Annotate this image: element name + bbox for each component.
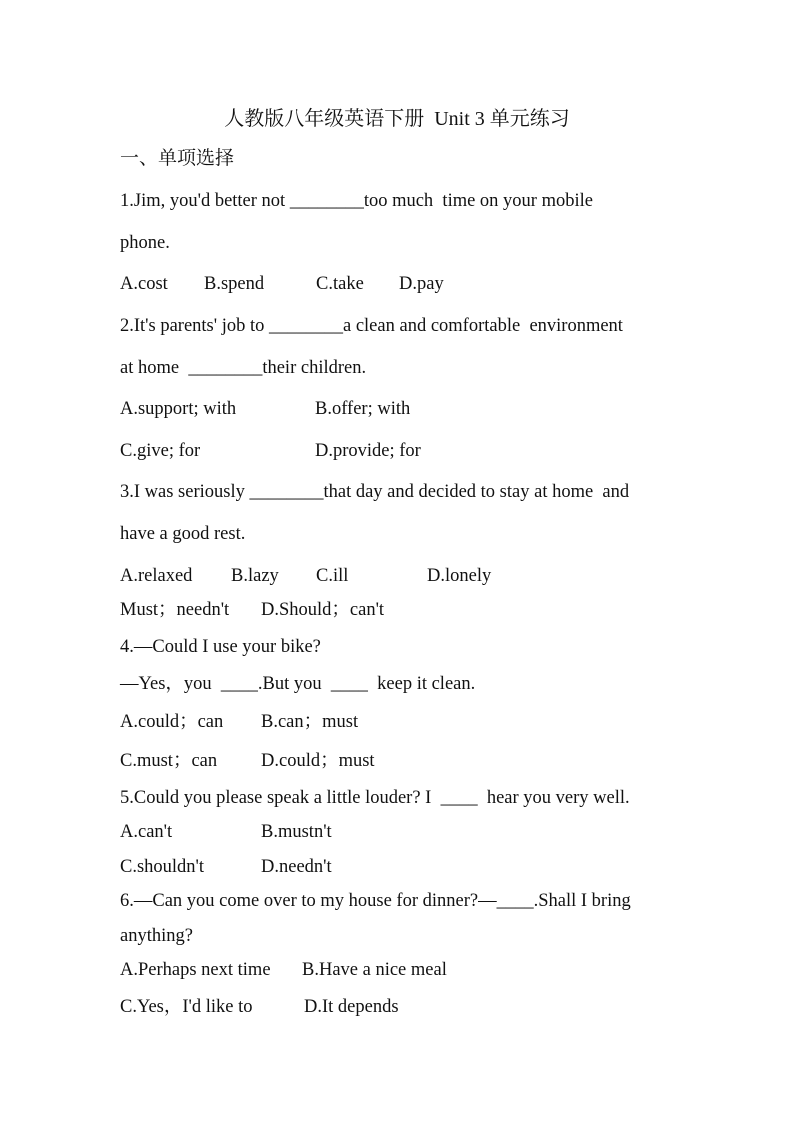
question-2-options-row1 <box>120 398 720 420</box>
option-a: A.cost <box>120 274 168 294</box>
option-d: D.needn't <box>261 857 332 877</box>
option-c: C.give; for <box>120 441 201 461</box>
option-a: A.could；can <box>120 712 224 732</box>
option-c: C.take <box>316 274 364 294</box>
stray-option: Must；needn't <box>120 600 230 620</box>
question-1-text-cont: phone. <box>120 233 170 253</box>
question-1-options <box>120 273 720 295</box>
question-4-text-cont: —Yes，you ____.But you ____ keep it clean. <box>120 674 476 694</box>
option-d: D.could；must <box>261 751 375 771</box>
question-4-options-row1 <box>120 711 720 733</box>
question-5-text: 5.Could you please speak a little louder? I ____ hear you very well. <box>120 788 630 808</box>
option-b: B.mustn't <box>261 822 332 842</box>
option-a: A.can't <box>120 822 173 842</box>
question-3-text-cont: have a good rest. <box>120 524 246 544</box>
option-d: D.provide; for <box>315 441 421 461</box>
question-2-text: 2.It's parents' job to ________a clean and comfortable environment <box>120 316 623 336</box>
question-6-text-cont: anything? <box>120 926 193 946</box>
question-3-options <box>120 565 720 587</box>
option-d: D.pay <box>399 274 444 294</box>
option-c: C.ill <box>316 566 349 586</box>
question-5-options-row2 <box>120 856 720 878</box>
question-4-text: 4.—Could I use your bike? <box>120 637 321 657</box>
page-title: 人教版八年级英语下册 Unit 3 单元练习 <box>224 108 570 130</box>
option-b: B.offer; with <box>315 399 411 419</box>
question-3-text: 3.I was seriously ________that day and decided to stay at home and <box>120 482 630 502</box>
question-4-options-row2 <box>120 750 720 772</box>
question-6-options-row1 <box>120 959 720 981</box>
question-2-text-cont: at home ________their children. <box>120 358 367 378</box>
option-c: C.shouldn't <box>120 857 205 877</box>
option-b: B.lazy <box>231 566 279 586</box>
option-d: D.lonely <box>427 566 492 586</box>
option-a: A.Perhaps next time <box>120 960 271 980</box>
option-a: A.support; with <box>120 399 237 419</box>
question-6-options-row2 <box>120 996 720 1018</box>
option-b: B.spend <box>204 274 265 294</box>
question-6-text: 6.—Can you come over to my house for dinner?—____.Shall I bring <box>120 891 631 911</box>
section-heading: 一、单项选择 <box>120 148 235 169</box>
question-1-text: 1.Jim, you'd better not ________too much time on your mobile <box>120 191 593 211</box>
option-c: C.must；can <box>120 751 218 771</box>
option-c: C.Yes，I'd like to <box>120 997 253 1017</box>
question-5-options-row1 <box>120 821 720 843</box>
option-a: A.relaxed <box>120 566 193 586</box>
question-2-options-row2 <box>120 440 720 462</box>
option-b: B.can；must <box>261 712 359 732</box>
option-b: B.Have a nice meal <box>302 960 447 980</box>
option-d: D.It depends <box>304 997 399 1017</box>
stray-options-row <box>120 599 720 621</box>
stray-option: D.Should；can't <box>261 600 385 620</box>
